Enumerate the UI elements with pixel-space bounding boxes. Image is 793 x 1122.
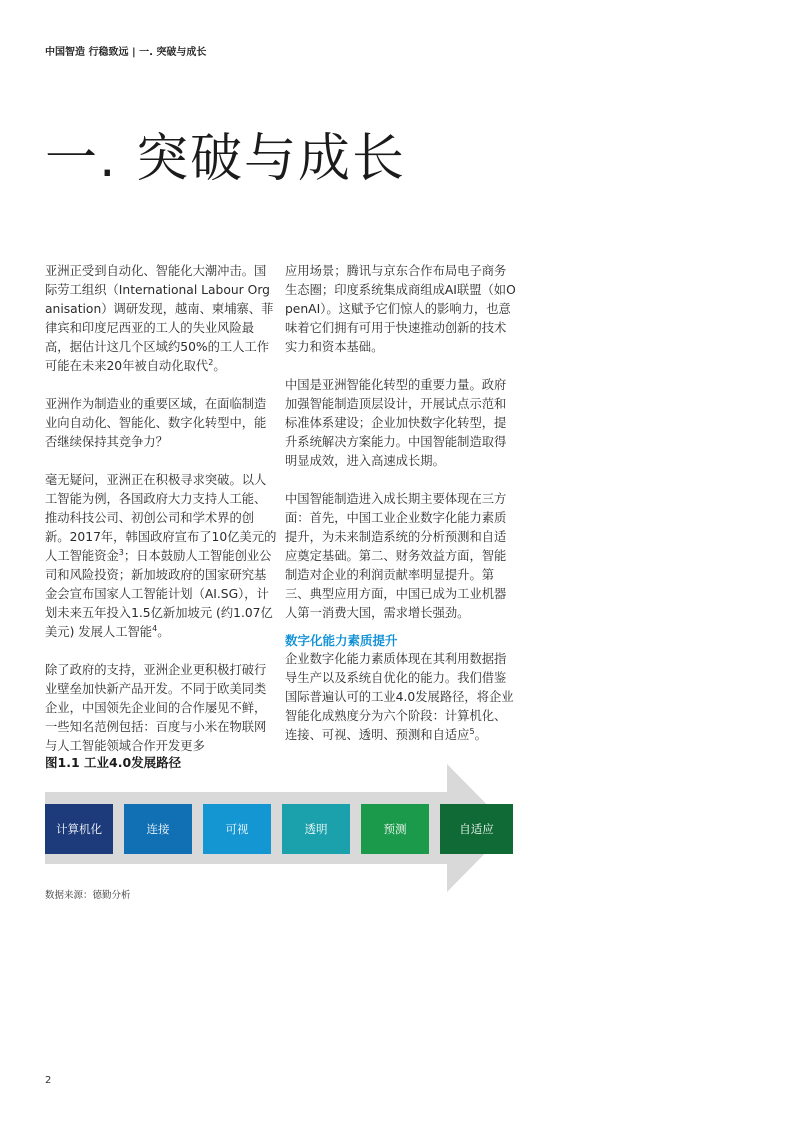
stage-label: 计算机化 [56, 822, 102, 836]
right-column [285, 262, 517, 764]
stage-box [282, 804, 350, 854]
footnote-ref[interactable]: 3 [118, 547, 124, 557]
paragraph-application-scenarios: 应用场景；腾讯与京东合作布局电子商务生态圈；印度系统集成商组成AI联盟（如OpenAI）。这赋予它们惊人的影响力，也意味着它们拥有可用于快速推动创新的技术实力和资本基础。 [285, 264, 516, 354]
section-subheading: 数字化能力素质提升 [285, 633, 398, 648]
stage-box [440, 804, 513, 854]
stage-label: 透明 [304, 822, 328, 836]
paragraph-digital-capability: 企业数字化能力素质体现在其利用数据指导生产以及系统自优化的能力。我们借鉴国际普遍认可的工业4.0发展路径，将企业智能化成熟度分为六个阶段：计算机化、连接、可视、透明、预测和自适应$^5$。 [285, 652, 514, 742]
stage-box [203, 804, 271, 854]
footnote-ref[interactable]: 5 [469, 726, 475, 736]
stage-box [45, 804, 113, 854]
footnote-ref[interactable]: 2 [208, 357, 214, 367]
left-column [45, 262, 277, 775]
data-source-note: 数据来源：德勤分析 [45, 890, 131, 901]
stage-box [124, 804, 192, 854]
industry-4-path-diagram [45, 760, 515, 895]
paragraph-growth-aspects: 中国智能制造进入成长期主要体现在三方面：首先，中国工业企业数字化能力素质提升，为未来制造系统的分析预测和自适应奠定基础。第二、财务效益方面，智能制造对企业的利润贡献率明显提升。第三、典型应用方面，中国已成为工业机器人第一消费大国，需求增长强劲。 [285, 492, 507, 620]
page-number: 2 [45, 1075, 52, 1086]
paragraph-asia-breakthrough: 毫无疑问，亚洲正在积极寻求突破。以人工智能为例，各国政府大力支持人工能、推动科技公司、初创公司和学术界的创新。2017年，韩国政府宣布了10亿美元的人工智能资金$^3$；日本鼓励人工智能创业公司和风险投资；新加坡政府的国家研究基金会宣布国家人工智能计划（AI.SG），计划未来五年投入1.5亿新加坡元 (约1.07亿美元) 发展人工智能$^4$。 [45, 473, 277, 639]
paragraph-asia-automation: 亚洲正受到自动化、智能化大潮冲击。国际劳工组织（International Labour Organisation）调研发现，越南、柬埔寨、菲律宾和印度尼西亚的工人的失业风险最高，据估计这几个区域约50%的工人工作可能在未来20年被自动化取代$^2$。 [45, 264, 274, 373]
footnote-ref[interactable]: 4 [152, 623, 158, 633]
stage-label: 自适应 [459, 822, 494, 836]
stage-label: 预测 [383, 822, 407, 836]
stage-box [361, 804, 429, 854]
paragraph-asia-competitiveness: 亚洲作为制造业的重要区域，在面临制造业向自动化、智能化、数字化转型中，能否继续保持其竞争力？ [45, 397, 267, 449]
paragraph-enterprise-cooperation: 除了政府的支持，亚洲企业更积极打破行业壁垒加快新产品开发。不同于欧美同类企业，中国领先企业间的合作屡见不鲜，一些知名范例包括：百度与小米在物联网与人工智能领域合作开发更多 [45, 663, 267, 753]
stage-label: 可视 [225, 822, 249, 836]
running-header: 中国智造 行稳致远 | 一. 突破与成长 [45, 47, 207, 58]
paragraph-china-transformation: 中国是亚洲智能化转型的重要力量。政府加强智能制造顶层设计，开展试点示范和标准体系建设；企业加快数字化转型，提升系统解决方案能力。中国智能制造取得明显成效，进入高速成长期。 [285, 378, 507, 468]
figure-title: 图1.1 工业4.0发展路径 [45, 755, 182, 770]
page-title: 一. 突破与成长 [45, 129, 407, 189]
stage-label: 连接 [146, 822, 170, 836]
